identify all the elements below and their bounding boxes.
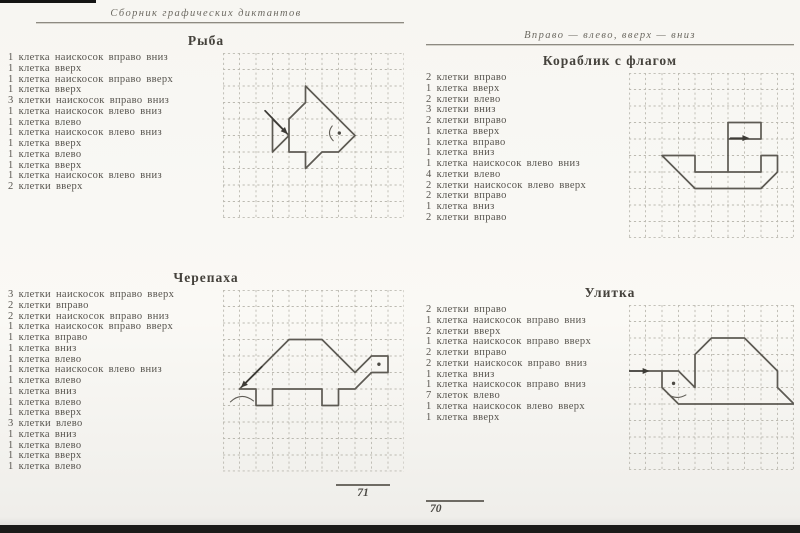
instruction-line: 1 клетка наискосок вправо вниз [426,314,587,326]
page-number-right [426,500,484,515]
instruction-line: 2 клетки вправо [426,72,507,83]
instruction-line: 3 клетки влево [8,418,83,429]
instruction-line: 1 клетка влево [8,461,82,472]
instruction-line: 1 клетка вверх [8,62,82,74]
section-boat [426,53,794,238]
instruction-line: 3 клетки наискосок вправо вниз [8,95,170,106]
instruction-line: 2 клетки вправо [8,299,89,311]
turtle-grid-figure [223,290,405,472]
instruction-line: 1 клетка вправо [426,136,506,148]
instruction-line: 2 клетки вправо [426,115,507,126]
instruction-line: 2 клетки вверх [8,181,83,192]
page-right [410,0,800,533]
instruction-line: 2 клетки наискосок влево вверх [426,179,587,191]
instruction-line: 1 клетка вверх [8,138,82,149]
header-rule-left [36,22,404,23]
page-number-right-text: 70 [430,503,442,515]
instruction-line: 1 клетка вверх [8,84,82,96]
section-title-boat: Кораблик с флагом [542,53,678,68]
instruction-line: 3 клетки вниз [426,104,496,116]
page-number-left-text: 71 [357,487,369,499]
instruction-line: 1 клетка наискосок вправо вверх [8,321,174,333]
scan-edge-top [0,0,96,3]
instruction-list-boat [426,73,586,224]
instruction-line: 7 клеток влево [426,390,501,401]
instruction-line: 1 клетка вверх [426,82,500,94]
fish-grid-figure [223,53,405,218]
scan-edge-bottom [0,525,800,533]
section-title-turtle: Черепаха [173,270,239,285]
instruction-line: 2 клетки влево [426,93,501,105]
instruction-line: 1 клетка влево [8,116,82,128]
instruction-line: 2 клетки вправо [426,304,507,315]
instruction-line: 2 клетки вправо [426,211,507,223]
instruction-line: 1 клетка вниз [426,201,495,212]
instruction-line: 1 клетка наискосок влево вниз [426,158,580,169]
instruction-line: 1 клетка вниз [8,428,77,440]
instruction-line: 1 клетка влево [8,148,82,160]
instruction-line: 1 клетка вниз [8,385,77,397]
running-head-left [8,8,404,19]
instruction-line: 2 клетки наискосок вправо вниз [426,357,588,369]
instruction-line: 1 клетка наискосок вправо вверх [426,336,592,348]
instruction-line: 2 клетки вправо [426,347,507,358]
instruction-line: 1 клетка вправо [8,332,88,343]
instruction-list-fish [8,53,173,193]
instruction-line: 1 клетка вниз [426,368,495,380]
running-head-right [426,30,794,41]
instruction-line: 1 клетка наискосок вправо вверх [8,73,174,85]
instruction-line: 1 клетка влево [8,353,82,365]
instruction-line: 1 клетка вниз [426,147,495,159]
header-rule-right [426,44,794,45]
instruction-line: 1 клетка наискосок вправо вниз [8,52,169,63]
instruction-line: 1 клетка влево [8,439,82,451]
instruction-list-snail [426,305,591,423]
snail-grid-figure [629,305,794,470]
page-number-left [336,484,390,499]
instruction-line: 1 клетка вниз [8,342,77,354]
instruction-line: 1 клетка наискосок вправо вниз [426,379,587,391]
instruction-line: 1 клетка вверх [8,407,82,419]
section-turtle [8,270,404,473]
section-snail [426,285,794,470]
instruction-line: 1 клетка наискосок влево вниз [8,127,162,139]
running-head-right-text: Вправо — влево, вверх — вниз [524,30,696,41]
instruction-line: 1 клетка влево [8,375,82,386]
instruction-line: 1 клетка наискосок влево вниз [8,105,162,117]
instruction-line: 1 клетка наискосок влево вверх [426,400,585,412]
instruction-line: 4 клетки влево [426,168,501,180]
section-title-fish: Рыба [187,33,225,48]
section-body-fish [8,53,404,218]
section-body-boat [426,73,794,238]
instruction-line: 2 клетки вверх [426,325,501,337]
instruction-line: 1 клетка вверх [8,450,82,462]
instruction-line: 2 клетки наискосок вправо вниз [8,310,170,322]
instruction-line: 3 клетки наискосок вправо вверх [8,289,175,300]
instruction-line: 1 клетка наискосок влево вниз [8,364,162,376]
instruction-line: 1 клетка вверх [426,411,500,423]
section-body-snail [426,305,794,470]
running-head-left-text: Сборник графических диктантов [110,8,302,19]
instruction-line: 1 клетка влево [8,396,82,408]
section-body-turtle [8,290,404,473]
instruction-line: 1 клетка вверх [8,159,82,171]
instruction-line: 1 клетка наискосок влево вниз [8,170,162,182]
instruction-line: 2 клетки вправо [426,190,507,202]
instruction-line: 1 клетка вверх [426,125,500,137]
section-title-snail: Улитка [584,285,636,300]
instruction-list-turtle [8,290,174,473]
section-fish [8,33,404,218]
boat-grid-figure [629,73,794,238]
